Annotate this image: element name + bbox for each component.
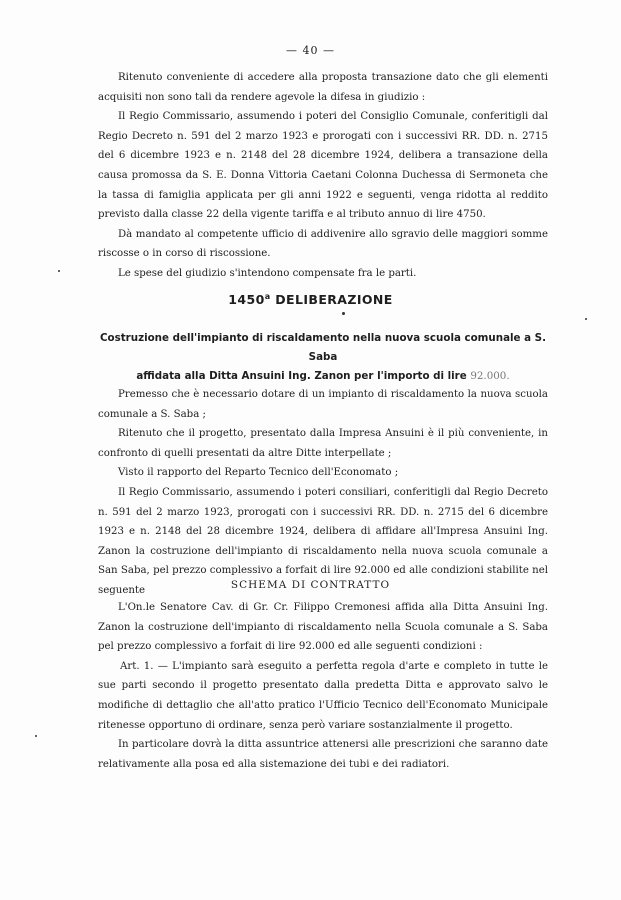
deliberation-subject bbox=[90, 329, 556, 386]
paragraph: Visto il rapporto del Reparto Tecnico dell'Economato ; bbox=[118, 467, 399, 479]
subject-line-1: Costruzione dell'impianto di riscaldamento nella nuova scuola comunale a S. Saba bbox=[100, 332, 546, 363]
scan-speck bbox=[58, 270, 60, 272]
subject-line-2 bbox=[90, 367, 556, 386]
top-text-block bbox=[98, 68, 548, 284]
paragraph: Premesso che è necessario dotare di un impianto di riscaldamento la nuova scuola comunale a S. Saba ; bbox=[98, 389, 548, 420]
deliberation-word: DELIBERAZIONE bbox=[275, 292, 393, 308]
deliberation-number: 1450 bbox=[228, 292, 265, 308]
subject-line-2-text: affidata alla Ditta Ansuini Ing. Zanon per l'importo di lire bbox=[136, 370, 467, 382]
scan-speck bbox=[585, 318, 587, 320]
page-number: — 40 — bbox=[286, 44, 335, 57]
middle-text-block bbox=[98, 385, 548, 601]
deliberation-title bbox=[0, 292, 621, 307]
paragraph: Dà mandato al competente ufficio di addivenire allo sgravio delle maggiori somme riscosse o in corso di riscossione. bbox=[98, 228, 548, 260]
section-heading: SCHEMA DI CONTRATTO bbox=[230, 579, 391, 591]
deliberation-ordinal: a bbox=[264, 292, 271, 301]
scan-speck bbox=[35, 735, 37, 737]
paragraph: Ritenuto conveniente di accedere alla proposta transazione dato che gli elementi acquisiti non sono tali da rendere agevole la difesa in giudizio : bbox=[98, 72, 548, 103]
paragraph: In particolare dovrà la ditta assuntrice attenersi alle prescrizioni che saranno date relativamente alla posa ed alla sistemazione dei tubi e dei radiatori. bbox=[98, 739, 548, 770]
paragraph: Il Regio Commissario, assumendo i poteri consiliari, conferitigli dal Regio Decreto n. 591 del 2 marzo 1923, prorogati con i successivi RR. DD. n. 2715 del 6 dicembre 1923 e n. 2148 del 28 dicembre 1924, delibera di affidare all'Impresa Ansuini Ing. Zanon la costruzione dell'impianto di riscaldamento nella nuova scuola comunale a San Saba, pel prezzo complessivo a forfait di lire 92.000 ed alle condizioni stabilite nel seguente bbox=[98, 486, 548, 596]
subject-amount: 92.000. bbox=[470, 370, 510, 382]
paragraph: Il Regio Commissario, assumendo i poteri del Consiglio Comunale, conferitigli dal Regio Decreto n. 591 del 2 marzo 1923 e prorogati con i successivi RR. DD. n. 2715 del 6 dicembre 1923 e n. 2148 del 28 dicembre 1924, delibera a transazione della causa promossa da S. E. Donna Vittoria Caetani Colonna Duchessa di Sermoneta che la tassa di famiglia applicata per gli anni 1922 e seguenti, venga ridotta al reddito previsto dalla classe 22 della vigente tariffa e al tributo annuo di lire 4750. bbox=[98, 111, 548, 221]
scan-speck bbox=[342, 312, 345, 315]
paragraph: L'On.le Senatore Cav. di Gr. Cr. Filippo Cremonesi affida alla Ditta Ansuini Ing. Zanon la costruzione dell'impianto di riscaldamento nella Scuola comunale a S. Saba pel prezzo complessivo a forfait di lire 92.000 ed alle seguenti condizioni : bbox=[98, 602, 548, 653]
contract-text-block bbox=[98, 598, 548, 774]
paragraph: Ritenuto che il progetto, presentato dalla Impresa Ansuini è il più conveniente, in confronto di quelli presentati da altre Ditte interpellate ; bbox=[98, 428, 548, 459]
paragraph: Art. 1. — L'impianto sarà eseguito a perfetta regola d'arte e completo in tutte le sue parti secondo il progetto presentato dalla predetta Ditta e approvato salvo le modifiche di dettaglio che all'atto pratico l'Ufficio Tecnico dell'Economato Municipale ritenesse opportuno di ordinare, senza però variare sostanzialmente il progetto. bbox=[98, 660, 548, 731]
paragraph: Le spese del giudizio s'intendono compensate fra le parti. bbox=[118, 267, 417, 279]
